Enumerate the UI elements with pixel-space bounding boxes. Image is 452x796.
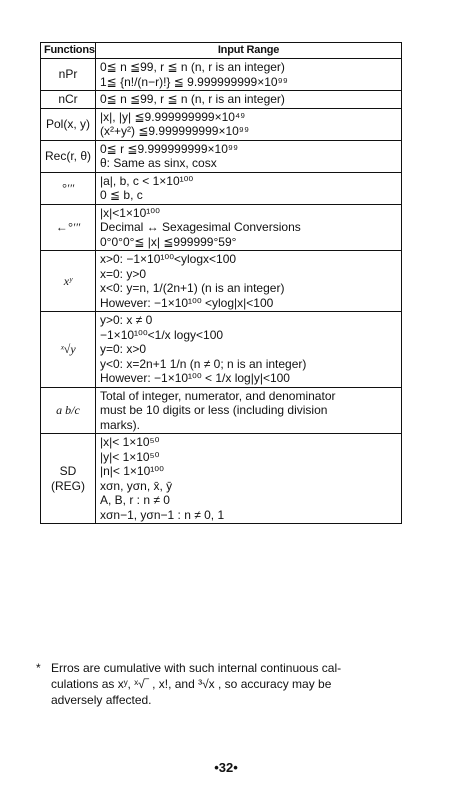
range-line: 0°0°0°≦ |x| ≦999999°59°	[100, 234, 237, 249]
table-row	[41, 251, 402, 312]
table-row	[41, 140, 402, 172]
footnote-asterisk: *	[36, 661, 41, 675]
range-line: (x²+y²) ≦9.999999999×10⁹⁹	[100, 124, 250, 138]
range-line: x<0: y=n, 1/(2n+1) (n is an integer)	[100, 281, 285, 295]
function-cell: a b/c	[41, 387, 96, 434]
input-range-cell	[96, 204, 402, 251]
function-cell: nPr	[41, 59, 96, 91]
input-range-header: Input Range	[96, 43, 402, 59]
function-cell: ←°′″	[41, 204, 96, 251]
table-row	[41, 434, 402, 524]
range-line: y>0: x ≠ 0	[100, 313, 153, 327]
function-cell: ˣ√y	[41, 312, 96, 388]
range-line: |x|< 1×10⁵⁰	[100, 435, 160, 449]
table-row	[41, 204, 402, 251]
input-range-cell	[96, 140, 402, 172]
range-line: y<0: x=2n+1 1/n (n ≠ 0; n is an integer)	[100, 356, 307, 371]
range-line: However: −1×10¹⁰⁰ < 1/x log|y|<100	[100, 371, 290, 385]
range-line: |a|, b, c < 1×10¹⁰⁰	[100, 173, 194, 188]
input-range-cell	[96, 108, 402, 140]
range-line: A, B, r : n ≠ 0	[100, 493, 170, 507]
input-range-cell	[96, 172, 402, 204]
range-line: must be 10 digits or less (including division	[100, 403, 328, 417]
function-cell: Pol(x, y)	[41, 108, 96, 140]
range-line: xσn−1, yσn−1 : n ≠ 0, 1	[100, 507, 225, 522]
function-cell: nCr	[41, 91, 96, 109]
table-header-row	[41, 43, 402, 59]
range-line: x>0: −1×10¹⁰⁰<ylogx<100	[100, 252, 237, 266]
range-line: Decimal ↔ Sexagesimal Conversions	[100, 220, 301, 234]
input-range-cell	[96, 387, 402, 434]
range-line: −1×10¹⁰⁰<1/x logy<100	[100, 327, 224, 342]
function-cell: SD (REG)	[41, 434, 96, 524]
input-range-cell	[96, 59, 402, 91]
range-line: However: −1×10¹⁰⁰ <ylog|x|<100	[100, 295, 274, 310]
range-line: x=0: y>0	[100, 266, 147, 281]
range-line: 1≦ {n!/(n−r)!} ≦ 9.999999999×10⁹⁹	[100, 74, 288, 89]
footnote-line: culations as xʸ, ˣ√‾ , x!, and ³√x , so accuracy may be	[51, 677, 332, 691]
footnote-line: adversely affected.	[51, 693, 152, 707]
footnote-line: Erros are cumulative with such internal continuous cal-	[51, 661, 342, 675]
input-range-cell	[96, 251, 402, 312]
range-line: |n|< 1×10¹⁰⁰	[100, 464, 164, 478]
functions-header: Functions	[41, 43, 96, 59]
range-line: 0≦ n ≦99, r ≦ n (n, r is an integer)	[100, 92, 285, 106]
table-row	[41, 387, 402, 434]
range-line: 0≦ r ≦9.999999999×10⁹⁹	[100, 141, 239, 156]
range-line: xσn, yσn, x̄, ȳ	[100, 478, 173, 493]
range-line: |x|, |y| ≦9.999999999×10⁴⁹	[100, 109, 246, 124]
table-row	[41, 172, 402, 204]
footnote	[36, 660, 405, 708]
input-range-cell	[96, 434, 402, 524]
range-line: Total of integer, numerator, and denominator	[100, 388, 336, 403]
range-line: |x|<1×10¹⁰⁰	[100, 205, 160, 220]
input-range-cell	[96, 312, 402, 388]
table-body	[41, 59, 402, 524]
range-line: 0 ≦ b, c	[100, 188, 143, 202]
range-line: marks).	[100, 417, 140, 432]
range-line: |y|< 1×10⁵⁰	[100, 449, 160, 464]
range-line: 0≦ n ≦99, r ≦ n (n, r is an integer)	[100, 60, 285, 74]
table-row	[41, 59, 402, 91]
table-row	[41, 312, 402, 388]
table-row	[41, 108, 402, 140]
range-line: y=0: x>0	[100, 342, 147, 356]
function-cell: xʸ	[41, 251, 96, 312]
range-line: θ: Same as sinx, cosx	[100, 156, 217, 170]
input-range-cell	[96, 91, 402, 109]
input-range-table	[40, 42, 402, 524]
table-row	[41, 91, 402, 109]
page-number: •32•	[214, 760, 238, 775]
function-cell: Rec(r, θ)	[41, 140, 96, 172]
function-cell: °′″	[41, 172, 96, 204]
